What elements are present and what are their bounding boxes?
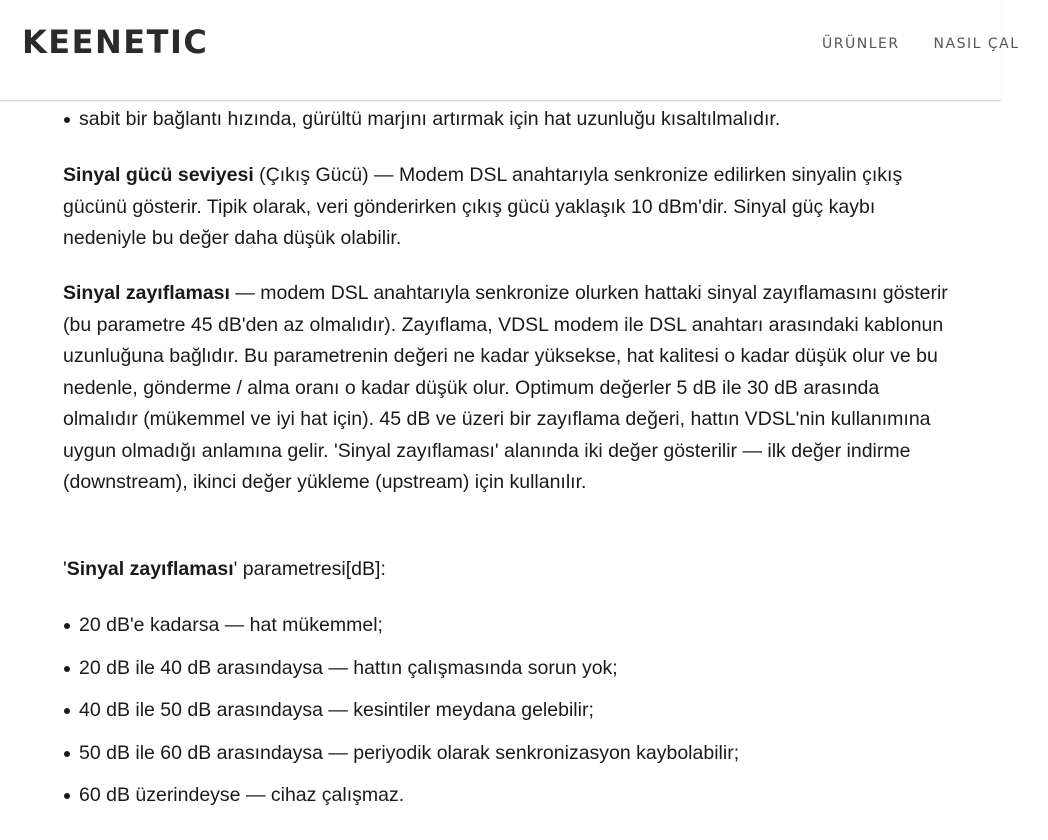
paragraph-text: ' parametresi[dB]: <box>233 558 386 580</box>
keenetic-logo[interactable]: KEENETIC <box>22 23 209 61</box>
list-item: 40 dB ile 50 dB arasındaysa — kesintiler meydana gelebilir; <box>79 695 969 727</box>
paragraph-signal-power <box>63 160 953 255</box>
list-item: 20 dB'e kadarsa — hat mükemmel; <box>79 610 969 642</box>
list-item: 20 dB ile 40 dB arasındaysa — hattın çalışmasında sorun yok; <box>79 653 969 685</box>
paragraph-attenuation-parameter <box>63 554 953 586</box>
list-item: sabit bir bağlantı hızında, gürültü marjını artırmak için hat uzunluğu kısaltılmalıdır. <box>79 104 780 136</box>
term-signal-power: Sinyal gücü seviyesi <box>63 164 254 186</box>
nav-item-products[interactable]: ÜRÜNLER <box>822 36 900 52</box>
list-item: 60 dB üzerindeyse — cihaz çalışmaz. <box>79 780 969 812</box>
site-header <box>0 0 1020 101</box>
bullet-list-top <box>63 104 780 136</box>
attenuation-range-list <box>63 610 969 812</box>
term-signal-attenuation: Sinyal zayıflaması <box>63 282 230 304</box>
paragraph-text: (Çıkış Gücü) — Modem DSL anahtarıyla senkronize edilirken sinyalin çıkış gücünü gösterir. Tipik olarak, veri gönderirken çıkış gücü yaklaşık 10 dBm'dir. Sinyal güç kaybı nedeniyle bu değer daha düşük olabilir. <box>63 164 903 249</box>
paragraph-text: — modem DSL anahtarıyla senkronize olurken hattaki sinyal zayıflamasını gösterir (bu parametre 45 dB'den az olmalıdır). Zayıflama, VDSL modem ile DSL anahtarı arasındaki kablonun uzunluğuna bağlıdır. Bu parametrenin değeri ne kadar yüksekse, hat kalitesi o kadar düşük olur ve bu nedenle, gönderme / alma oranı o kadar düşük olur. Optimum değerler 5 dB ile 30 dB arasında olmalıdır (mükemmel ve iyi hat için). 45 dB ve üzeri bir zayıflama değeri, hattın VDSL'nin kullanımına uygun olmadığı anlamına gelir. 'Sinyal zayıflaması' alanında iki değer gösterilir — ilk değer indirme (downstream), ikinci değer yükleme (upstream) için kullanılır. <box>63 282 948 493</box>
quote-open: ' <box>63 558 67 580</box>
nav-item-how-it-works[interactable]: NASIL ÇAL <box>933 36 1020 52</box>
term-signal-attenuation: Sinyal zayıflaması <box>66 558 234 580</box>
top-nav <box>822 36 1048 52</box>
paragraph-signal-attenuation <box>63 278 948 499</box>
list-item: 50 dB ile 60 dB arasındaysa — periyodik olarak senkronizasyon kaybolabilir; <box>79 738 969 770</box>
